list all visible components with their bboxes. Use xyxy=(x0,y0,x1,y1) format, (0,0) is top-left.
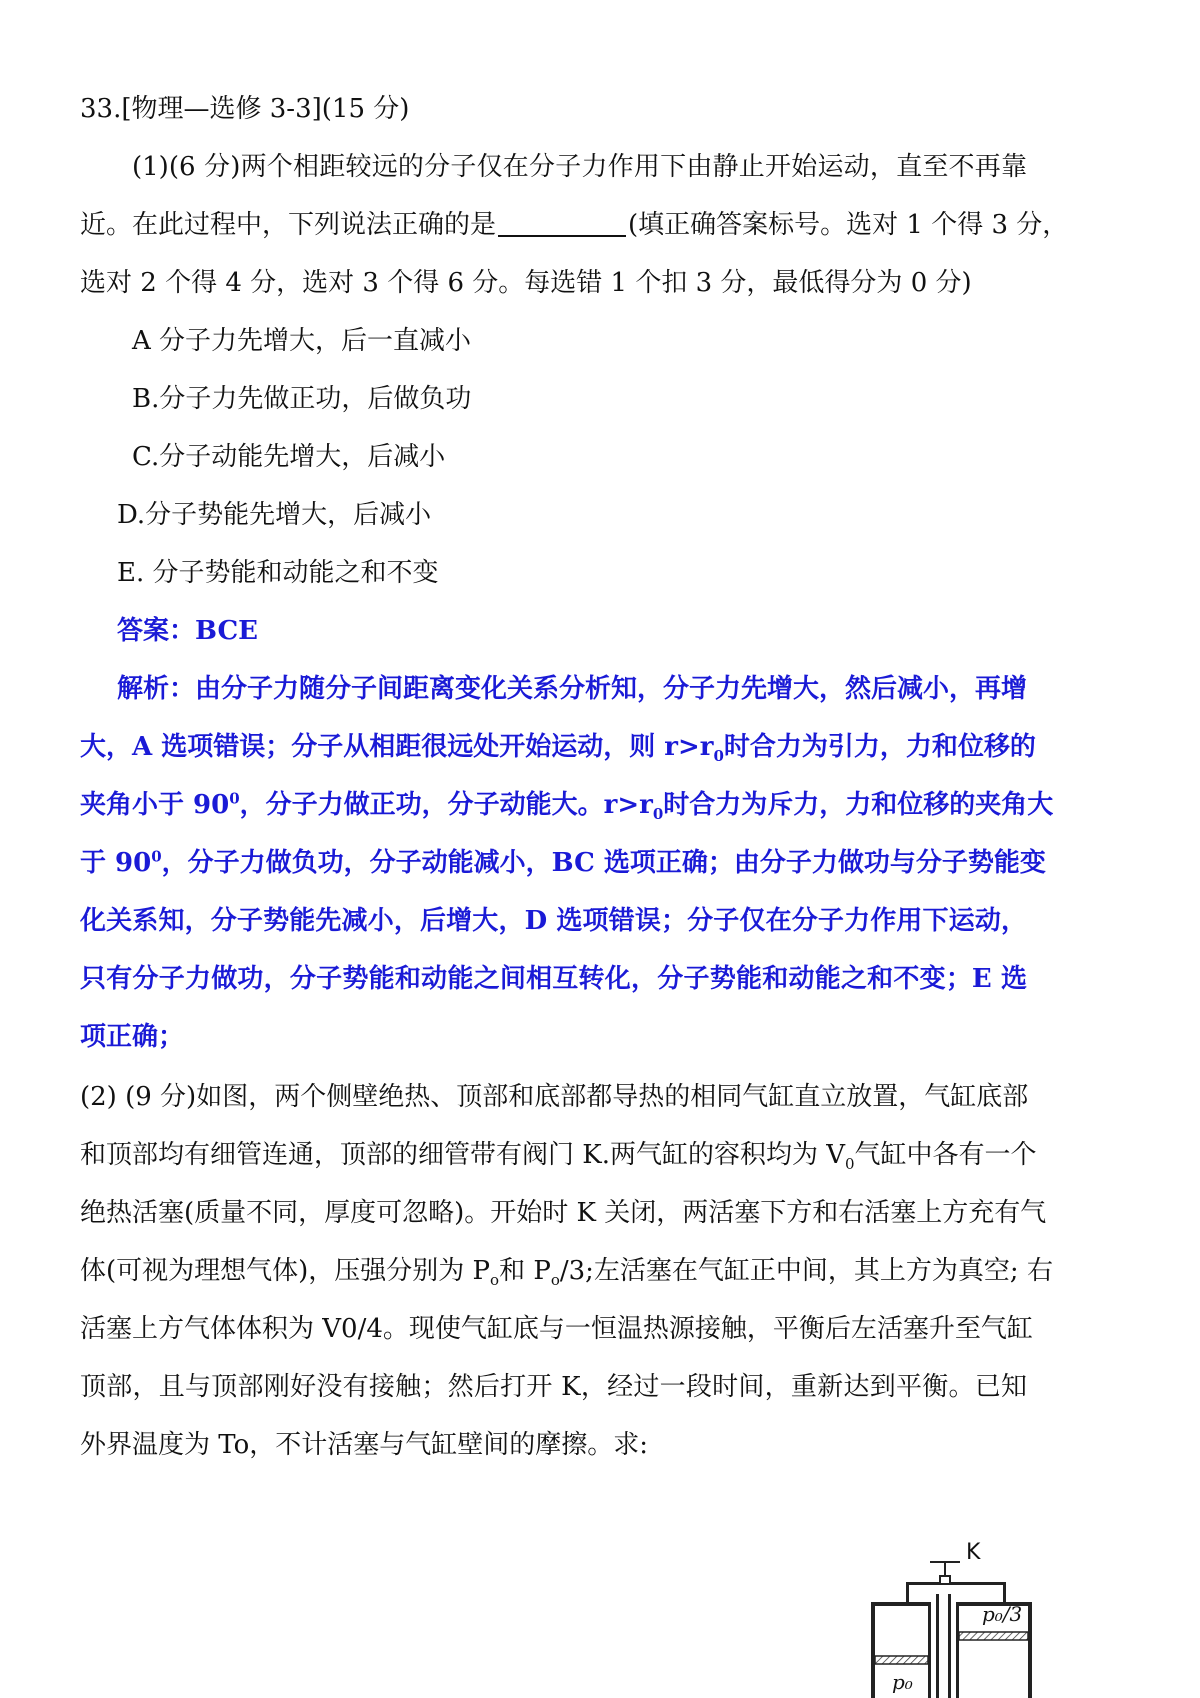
part2-line6: 顶部，且与顶部刚好没有接触；然后打开 K，经过一段时间，重新达到平衡。已知 xyxy=(80,1372,1027,1402)
analysis-line7: 项正确； xyxy=(80,1022,185,1052)
analysis-line5: 化关系知，分子势能先减小，后增大，D 选项错误；分子仅在分子力作用下运动， xyxy=(80,906,1027,936)
analysis-line2: 大，A 选项错误；分子从相距很远处开始运动，则 $r>r_0$时合力为引力，力和位移的 xyxy=(80,732,1036,766)
question-header: 33.[物理—选修 3-3](15 分) xyxy=(80,94,410,124)
cylinder-diagram xyxy=(870,1534,1070,1698)
answer-blank xyxy=(498,211,626,237)
part1-stem-line3: 选对 2 个得 4 分，选对 3 个得 6 分。每选错 1 个扣 3 分，最低得分为 0 分) xyxy=(80,268,972,298)
part2-line1: (2) (9 分)如图，两个侧壁绝热、顶部和底部都导热的相同气缸直立放置，气缸底部 xyxy=(80,1082,1029,1112)
part1-stem-line2-b: (填正确答案标号。选对 1 个得 3 分， xyxy=(628,210,1069,240)
analysis-line3: 夹角小于 $90^0$，分子力做正功，分子动能大。$r>r_0$时合力为斥力，力和位移的夹角大 xyxy=(80,789,1054,824)
part2-line4: 体(可视为理想气体)，压强分别为 $P_o$和 $P_o/3$;左活塞在气缸正中间，其上方为真空; 右 xyxy=(80,1256,1053,1290)
right-top-pressure-label: p₀/3 xyxy=(982,1602,1023,1626)
option-d: D.分子势能先增大，后减小 xyxy=(117,500,432,530)
valve-label: K xyxy=(966,1540,981,1565)
part1-stem-line1: (1)(6 分)两个相距较远的分子仅在分子力作用下由静止开始运动，直至不再靠 xyxy=(132,152,1027,182)
option-a: A 分子力先增大，后一直减小 xyxy=(132,326,472,356)
part2-line2: 和顶部均有细管连通，顶部的细管带有阀门 K.两气缸的容积均为 $V_0$气缸中各有一个 xyxy=(80,1140,1037,1174)
analysis-line1: 解析：由分子力随分子间距离变化关系分析知，分子力先增大，然后减小，再增 xyxy=(117,674,1028,704)
option-e: E. 分子势能和动能之和不变 xyxy=(117,558,439,588)
part2-line5: 活塞上方气体体积为 V0/4。现使气缸底与一恒温热源接触，平衡后左活塞升至气缸 xyxy=(80,1314,1033,1344)
option-b: B.分子力先做正功，后做负功 xyxy=(132,384,472,414)
answer-text: 答案：BCE xyxy=(117,616,258,646)
part1-stem-line2 xyxy=(80,208,1068,242)
option-c: C.分子动能先增大，后减小 xyxy=(132,442,446,472)
part2-line7: 外界温度为 To，不计活塞与气缸壁间的摩擦。求: xyxy=(80,1430,649,1460)
left-bottom-pressure-label: p₀ xyxy=(892,1670,913,1694)
part2-line3: 绝热活塞(质量不同，厚度可忽略)。开始时 K 关闭，两活塞下方和右活塞上方充有气 xyxy=(80,1198,1047,1228)
analysis-line6: 只有分子力做功，分子势能和动能之间相互转化，分子势能和动能之和不变；E 选 xyxy=(80,964,1027,994)
part1-stem-line2-a: 近。在此过程中，下列说法正确的是 xyxy=(80,210,497,240)
analysis-line4: 于 $90^0$，分子力做负功，分子动能减小，BC 选项正确；由分子力做功与分子势能变 xyxy=(80,847,1046,878)
